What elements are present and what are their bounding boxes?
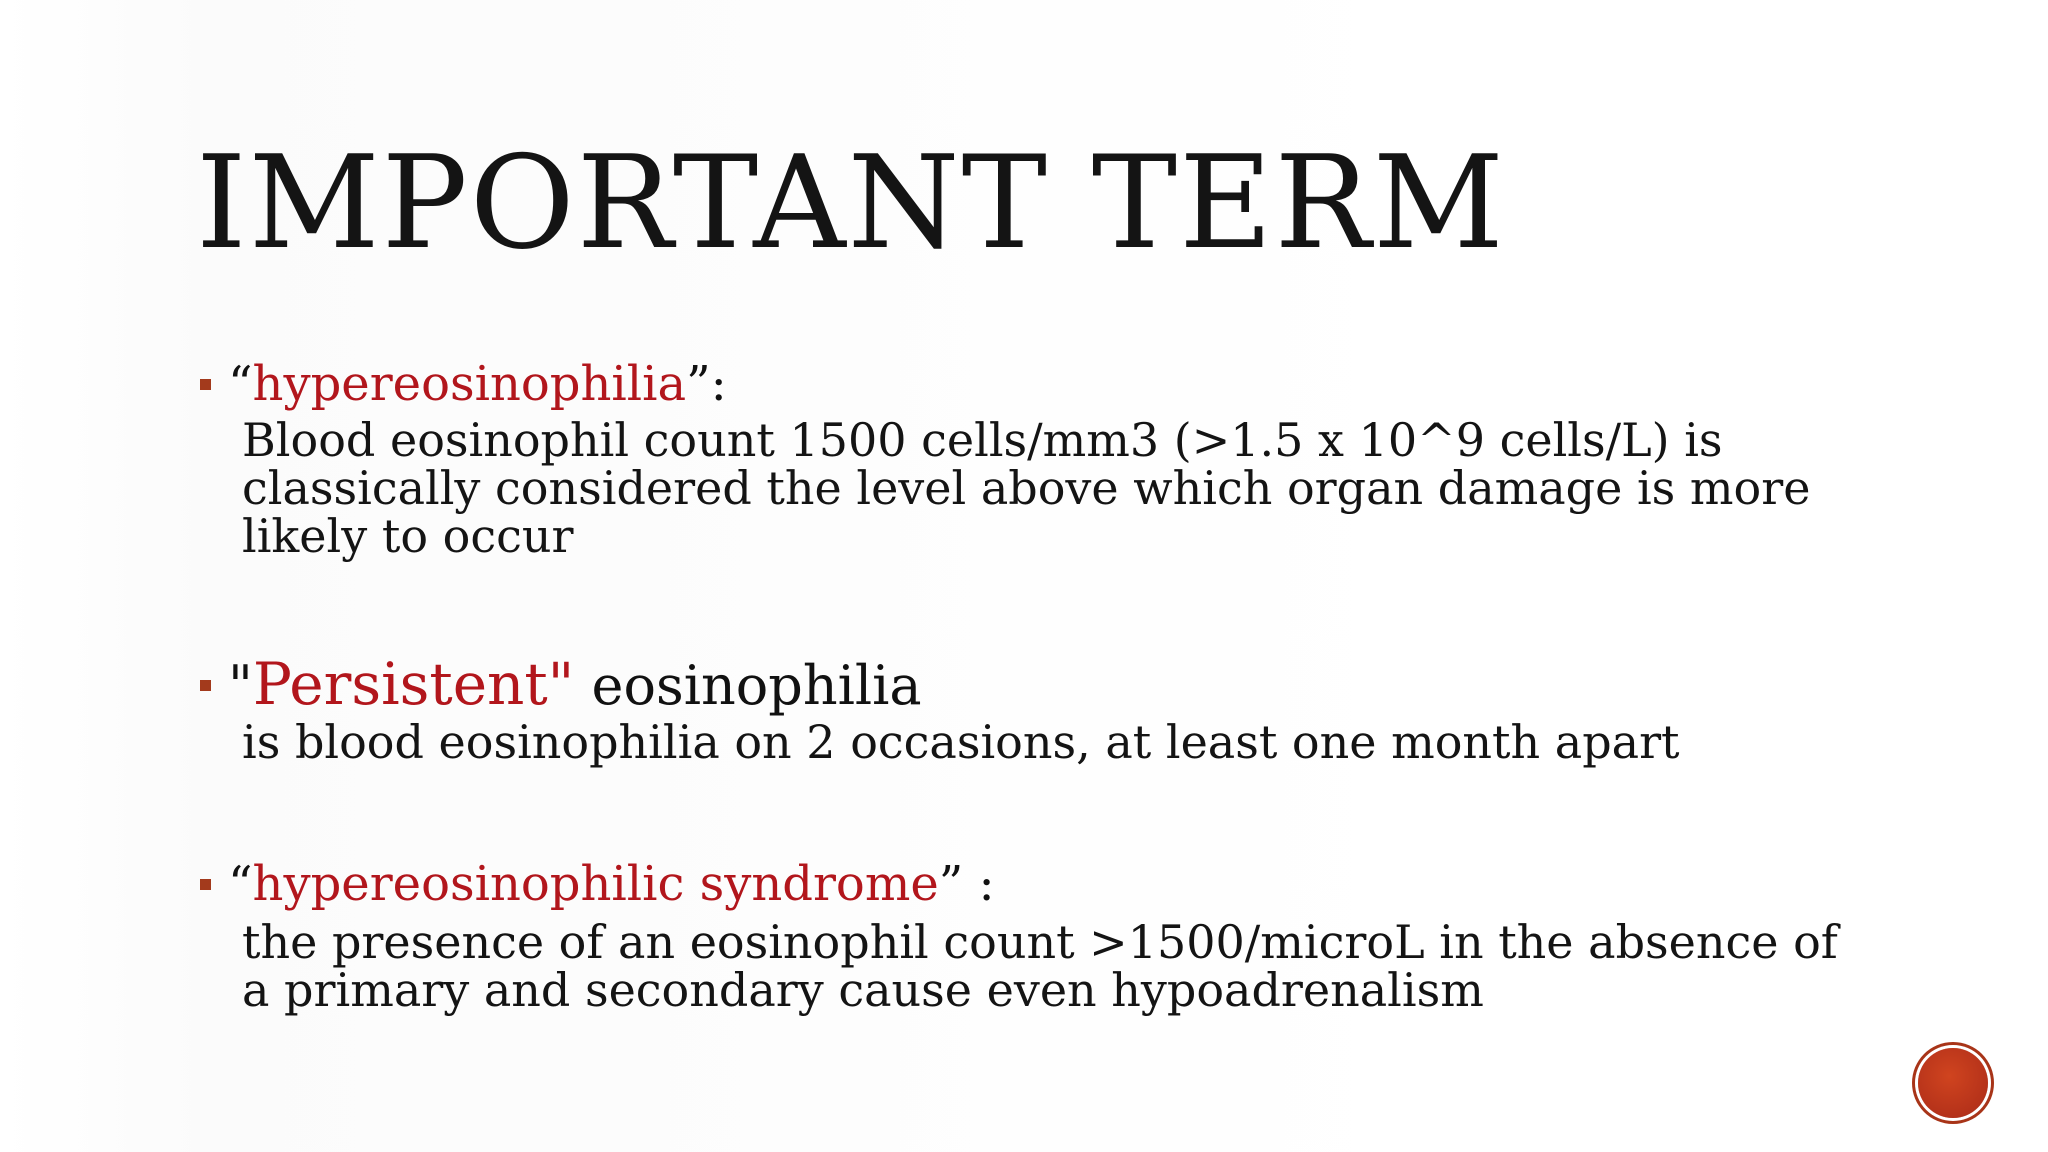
- bullet-persistent-eosinophilia: [200, 650, 1908, 769]
- bullet-marker-icon: [200, 379, 211, 390]
- bullet-marker-icon: [200, 680, 211, 691]
- definition-hypereosinophilic-syndrome: the presence of an eosinophil count >1500/microL in the absence of a primary and secondary cause even hypoadrenalism: [242, 915, 1838, 1017]
- bullet-marker-icon: [200, 879, 211, 890]
- bullet-heading: [200, 356, 1908, 412]
- open-quote: “: [228, 356, 253, 412]
- close-quote: ” :: [938, 856, 995, 912]
- term-hypereosinophilic-syndrome: hypereosinophilic syndrome: [252, 856, 939, 912]
- slide-title: IMPORTANT TERM: [196, 129, 1506, 278]
- close-quote: ”:: [686, 356, 727, 412]
- term-hypereosinophilia: hypereosinophilia: [252, 356, 687, 412]
- definition-hypereosinophilia: Blood eosinophil count 1500 cells/mm3 (>1.5 x 10^9 cells/L) is classically considered the level above which organ damage is more likely to occur: [242, 413, 1811, 563]
- bullet-hypereosinophilic-syndrome: [200, 856, 1908, 1017]
- definition-persistent-eosinophilia: is blood eosinophilia on 2 occasions, at least one month apart: [242, 715, 1680, 769]
- bullet-heading: [200, 650, 1908, 718]
- bullet-hypereosinophilia: [200, 356, 1908, 563]
- slide-nav-button-icon[interactable]: [1918, 1048, 1988, 1118]
- open-quote: ": [228, 654, 253, 717]
- term-persistent: Persistent": [252, 650, 575, 718]
- open-quote: “: [228, 856, 253, 912]
- term-suffix: eosinophilia: [574, 654, 922, 717]
- bullet-heading: [200, 856, 1908, 912]
